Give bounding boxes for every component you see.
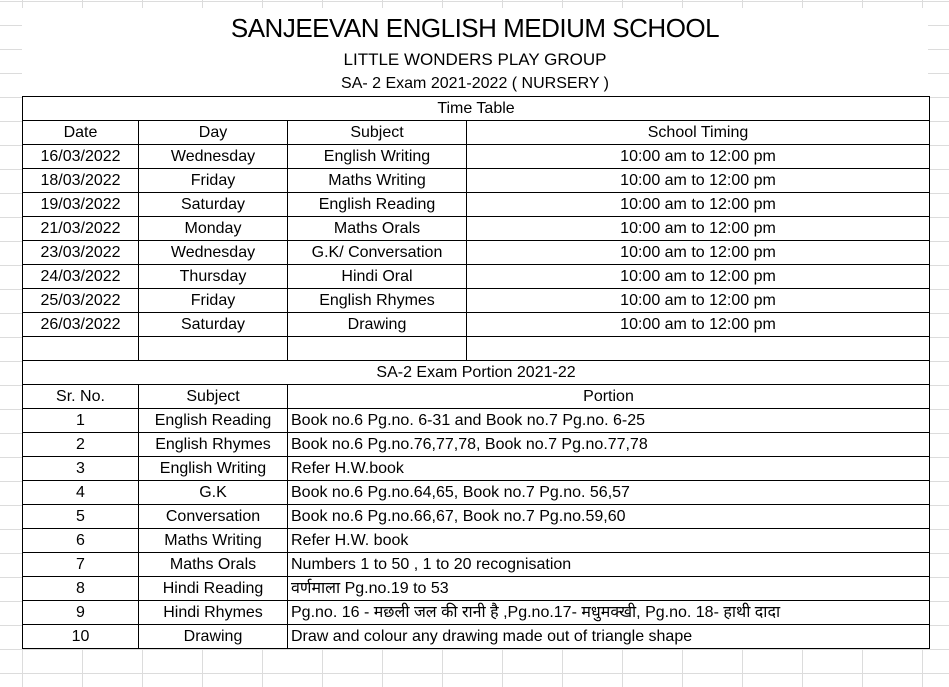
day-cell[interactable]: Friday (139, 169, 288, 193)
timetable-row (23, 145, 930, 169)
portion-row (23, 553, 930, 577)
portion-cell[interactable]: वर्णमाला Pg.no.19 to 53 (288, 577, 930, 601)
sr-no-cell[interactable]: 1 (23, 409, 139, 433)
timetable-row (23, 169, 930, 193)
portion-row (23, 457, 930, 481)
portion-row (23, 505, 930, 529)
portion-subject-cell[interactable]: English Writing (139, 457, 288, 481)
timetable-header-row (23, 121, 930, 145)
day-cell[interactable]: Friday (139, 289, 288, 313)
date-cell[interactable]: 16/03/2022 (23, 145, 139, 169)
day-cell[interactable]: Thursday (139, 265, 288, 289)
portion-subject-cell[interactable]: English Rhymes (139, 433, 288, 457)
timetable-title[interactable]: Time Table (23, 97, 930, 121)
day-cell[interactable]: Wednesday (139, 145, 288, 169)
subject-cell[interactable]: English Writing (288, 145, 467, 169)
exam-title: SA- 2 Exam 2021-2022 ( NURSERY ) (22, 72, 928, 96)
day-cell[interactable]: Monday (139, 217, 288, 241)
portion-subject-cell[interactable]: Hindi Reading (139, 577, 288, 601)
subject-cell[interactable]: Maths Writing (288, 169, 467, 193)
date-cell[interactable]: 19/03/2022 (23, 193, 139, 217)
date-cell[interactable]: 24/03/2022 (23, 265, 139, 289)
portion-subject-cell[interactable]: G.K (139, 481, 288, 505)
timing-cell[interactable]: 10:00 am to 12:00 pm (467, 289, 930, 313)
timetable-row (23, 241, 930, 265)
portion-row (23, 625, 930, 649)
blank-cell[interactable] (23, 337, 139, 361)
day-header[interactable]: Day (139, 121, 288, 145)
blank-cell[interactable] (139, 337, 288, 361)
portion-title[interactable]: SA-2 Exam Portion 2021-22 (23, 361, 930, 385)
timing-cell[interactable]: 10:00 am to 12:00 pm (467, 217, 930, 241)
portion-cell[interactable]: Draw and colour any drawing made out of triangle shape (288, 625, 930, 649)
sr-no-cell[interactable]: 9 (23, 601, 139, 625)
school-timing-header[interactable]: School Timing (467, 121, 930, 145)
portion-cell[interactable]: Book no.6 Pg.no.76,77,78, Book no.7 Pg.no.77,78 (288, 433, 930, 457)
portion-cell[interactable]: Book no.6 Pg.no. 6-31 and Book no.7 Pg.no. 6-25 (288, 409, 930, 433)
portion-subject-cell[interactable]: Conversation (139, 505, 288, 529)
exam-sheet-body (23, 97, 930, 649)
portion-row (23, 409, 930, 433)
timing-cell[interactable]: 10:00 am to 12:00 pm (467, 193, 930, 217)
sr-no-cell[interactable]: 4 (23, 481, 139, 505)
blank-cell[interactable] (288, 337, 467, 361)
date-cell[interactable]: 23/03/2022 (23, 241, 139, 265)
sr-no-cell[interactable]: 6 (23, 529, 139, 553)
timetable-row (23, 265, 930, 289)
sr-no-cell[interactable]: 3 (23, 457, 139, 481)
date-cell[interactable]: 25/03/2022 (23, 289, 139, 313)
portion-subject-header[interactable]: Subject (139, 385, 288, 409)
subject-cell[interactable]: Maths Orals (288, 217, 467, 241)
date-cell[interactable]: 26/03/2022 (23, 313, 139, 337)
subject-cell[interactable]: English Rhymes (288, 289, 467, 313)
blank-cell[interactable] (467, 337, 930, 361)
day-cell[interactable]: Saturday (139, 313, 288, 337)
timing-cell[interactable]: 10:00 am to 12:00 pm (467, 313, 930, 337)
subject-cell[interactable]: Drawing (288, 313, 467, 337)
portion-title-row (23, 361, 930, 385)
subject-cell[interactable]: English Reading (288, 193, 467, 217)
sr-no-cell[interactable]: 7 (23, 553, 139, 577)
portion-cell[interactable]: Refer H.W.book (288, 457, 930, 481)
date-header[interactable]: Date (23, 121, 139, 145)
day-cell[interactable]: Wednesday (139, 241, 288, 265)
portion-row (23, 601, 930, 625)
portion-subject-cell[interactable]: English Reading (139, 409, 288, 433)
exam-sheet-table (22, 96, 930, 649)
timing-cell[interactable]: 10:00 am to 12:00 pm (467, 145, 930, 169)
subject-cell[interactable]: Hindi Oral (288, 265, 467, 289)
timetable-row (23, 193, 930, 217)
portion-subject-cell[interactable]: Maths Orals (139, 553, 288, 577)
sr-no-cell[interactable]: 8 (23, 577, 139, 601)
portion-row (23, 577, 930, 601)
portion-header-row (23, 385, 930, 409)
timing-cell[interactable]: 10:00 am to 12:00 pm (467, 241, 930, 265)
sr-no-header[interactable]: Sr. No. (23, 385, 139, 409)
portion-subject-cell[interactable]: Maths Writing (139, 529, 288, 553)
portion-subject-cell[interactable]: Drawing (139, 625, 288, 649)
subject-cell[interactable]: G.K/ Conversation (288, 241, 467, 265)
date-cell[interactable]: 18/03/2022 (23, 169, 139, 193)
timing-cell[interactable]: 10:00 am to 12:00 pm (467, 265, 930, 289)
school-name: SANJEEVAN ENGLISH MEDIUM SCHOOL (22, 8, 928, 48)
timetable-title-row (23, 97, 930, 121)
subject-header[interactable]: Subject (288, 121, 467, 145)
portion-header[interactable]: Portion (288, 385, 930, 409)
portion-cell[interactable]: Book no.6 Pg.no.66,67, Book no.7 Pg.no.59,60 (288, 505, 930, 529)
sr-no-cell[interactable]: 5 (23, 505, 139, 529)
timetable-row (23, 217, 930, 241)
sr-no-cell[interactable]: 10 (23, 625, 139, 649)
portion-row (23, 529, 930, 553)
sr-no-cell[interactable]: 2 (23, 433, 139, 457)
day-cell[interactable]: Saturday (139, 193, 288, 217)
portion-subject-cell[interactable]: Hindi Rhymes (139, 601, 288, 625)
timetable-row (23, 289, 930, 313)
group-name: LITTLE WONDERS PLAY GROUP (22, 48, 928, 72)
portion-cell[interactable]: Pg.no. 16 - मछली जल की रानी है ,Pg.no.17- मधुमक्खी, Pg.no. 18- हाथी दादा (288, 601, 930, 625)
portion-cell[interactable]: Numbers 1 to 50 , 1 to 20 recognisation (288, 553, 930, 577)
portion-cell[interactable]: Refer H.W. book (288, 529, 930, 553)
timetable-row (23, 313, 930, 337)
portion-cell[interactable]: Book no.6 Pg.no.64,65, Book no.7 Pg.no. 56,57 (288, 481, 930, 505)
blank-row (23, 337, 930, 361)
portion-row (23, 433, 930, 457)
timing-cell[interactable]: 10:00 am to 12:00 pm (467, 169, 930, 193)
portion-row (23, 481, 930, 505)
date-cell[interactable]: 21/03/2022 (23, 217, 139, 241)
